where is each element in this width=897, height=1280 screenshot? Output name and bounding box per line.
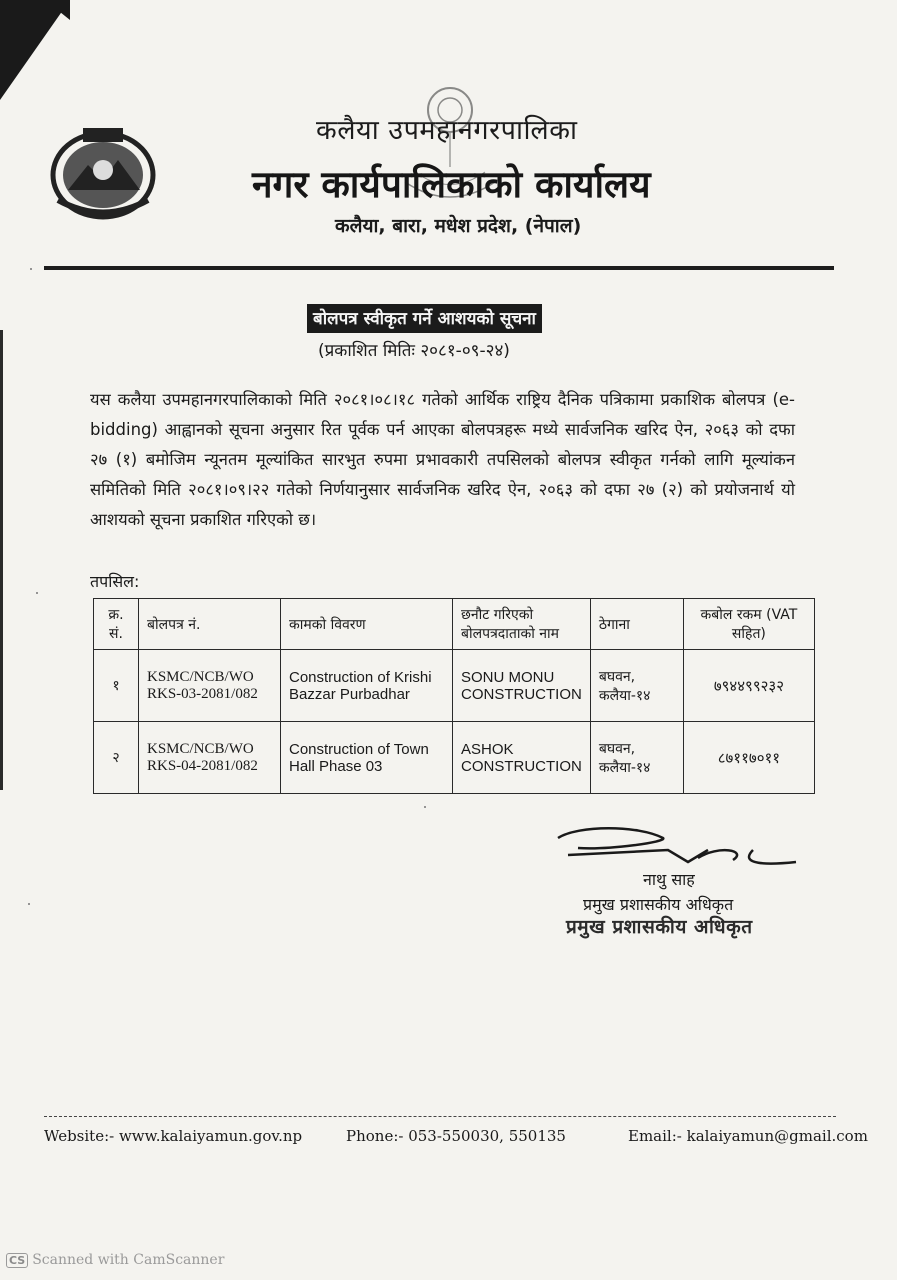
bid-table [93, 598, 815, 794]
signer-title: प्रमुख प्रशासकीय अधिकृत [583, 895, 734, 914]
cell-amount: ८७११७०११ [683, 722, 814, 794]
cell-address: बघवन, कलैया-१४ [590, 722, 683, 794]
table-row [94, 722, 815, 794]
cell-work: Construction of Krishi Bazzar Purbadhar [281, 650, 453, 722]
cell-sn: २ [94, 722, 139, 794]
cell-amount: ७९४४९९२३२ [683, 650, 814, 722]
office-address: कलैया, बारा, मधेश प्रदेश, (नेपाल) [335, 215, 582, 237]
cell-bid-no: KSMC/NCB/WO RKS-03-2081/082 [139, 650, 281, 722]
footer-phone: Phone:- 053-550030, 550135 [346, 1127, 566, 1145]
scan-speck [28, 903, 30, 905]
details-label: तपसिल: [90, 572, 140, 591]
camscanner-logo-icon: CS [6, 1253, 28, 1268]
notice-title: बोलपत्र स्वीकृत गर्ने आशयको सूचना [307, 304, 542, 333]
header-work: कामको विवरण [281, 599, 453, 650]
scan-corner-shadow-2 [45, 0, 70, 20]
scan-speck [30, 268, 32, 270]
notice-body: यस कलैया उपमहानगरपालिकाको मिति २०८१।०८।१८ गतेको आर्थिक राष्ट्रिय दैनिक पत्रिकामा प्रकाशिक बोलपत्र (e-bidding) आह्वानको सूचना अनुसार रित पूर्वक पर्न आएका बोलपत्रहरू मध्ये सार्वजनिक खरिद ऐन, २०६३ को दफा २७ (१) बमोजिम न्यूनतम मूल्यांकित सारभुत रुपमा प्रभावकारी तपसिलको बोलपत्र स्वीकृत गर्नको लागि मूल्यांकन समितिको मिति २०८१।०९।२२ गतेको निर्णयानुसार सार्वजनिक खरिद ऐन, २०६३ को दफा २७ (२) को प्रयोजनार्थ यो आशयको सूचना प्रकाशित गरिएको छ। [90, 390, 795, 529]
header-sn: क्र. सं. [94, 599, 139, 650]
header-divider [44, 266, 834, 270]
table-row [94, 650, 815, 722]
signer-stamp: प्रमुख प्रशासकीय अधिकृत [566, 916, 753, 938]
scan-speck [36, 592, 38, 594]
header-bid-no: बोलपत्र नं. [139, 599, 281, 650]
table-header-row [94, 599, 815, 650]
published-date: (प्रकाशित मितिः २०८१-०९-२४) [318, 341, 510, 361]
cell-work: Construction of Town Hall Phase 03 [281, 722, 453, 794]
office-name: नगर कार्यपालिकाको कार्यालय [252, 163, 651, 206]
footer-website: Website:- www.kalaiyamun.gov.np [44, 1127, 303, 1145]
scan-edge-line [0, 330, 3, 790]
footer-divider [44, 1116, 836, 1117]
municipality-name: कलैया उपमहानगरपालिका [316, 115, 578, 146]
signer-name: नाथु साह [643, 870, 695, 889]
nepal-emblem-icon [48, 120, 158, 220]
cell-bidder: SONU MONU CONSTRUCTION [453, 650, 591, 722]
header-address: ठेगाना [590, 599, 683, 650]
scan-speck [424, 806, 426, 808]
cell-address: बघवन, कलैया-१४ [590, 650, 683, 722]
cell-bid-no: KSMC/NCB/WO RKS-04-2081/082 [139, 722, 281, 794]
cell-sn: १ [94, 650, 139, 722]
camscanner-watermark [6, 1252, 224, 1268]
camscanner-text: Scanned with CamScanner [32, 1252, 225, 1268]
footer-email: Email:- kalaiyamun@gmail.com [628, 1127, 868, 1145]
header-amount: कबोल रकम (VAT सहित) [683, 599, 814, 650]
cell-bidder: ASHOK CONSTRUCTION [453, 722, 591, 794]
header-bidder: छनौट गरिएको बोलपत्रदाताको नाम [453, 599, 591, 650]
